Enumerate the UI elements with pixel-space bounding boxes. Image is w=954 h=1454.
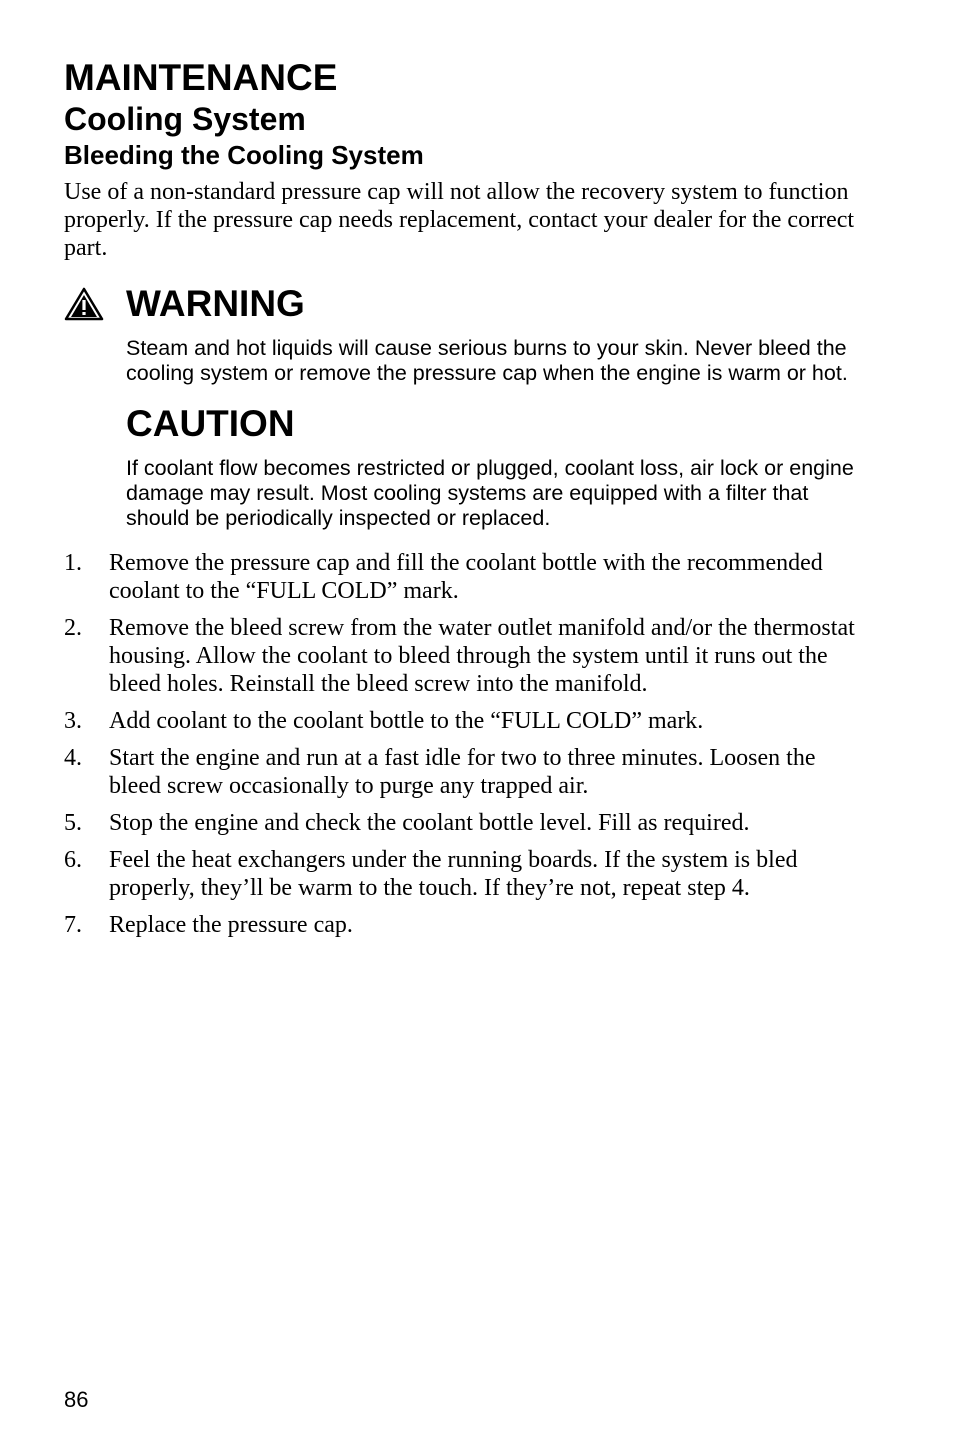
step-number: 4.: [64, 745, 82, 771]
caution-text: If coolant flow becomes restricted or plugged, coolant loss, air lock or engine damage may result. Most cooling systems are equipped with a filter that should be periodically inspected or replaced.: [126, 456, 854, 530]
intro-paragraph: Use of a non-standard pressure cap will not allow the recovery system to function properly. If the pressure cap needs replacement, contact your dealer for the correct part.: [64, 179, 855, 261]
step-text: Replace the pressure cap.: [109, 912, 353, 938]
list-item: [64, 846, 884, 902]
topic-title: Bleeding the Cooling System: [64, 140, 424, 170]
caution-box: [64, 402, 884, 531]
step-number: 7.: [64, 912, 82, 938]
step-text: Add coolant to the coolant bottle to the “FULL COLD” mark.: [109, 708, 704, 734]
caution-title: CAUTION: [126, 403, 295, 444]
list-item: [64, 744, 884, 800]
step-number: 1.: [64, 550, 82, 576]
section-title: MAINTENANCE: [64, 57, 338, 98]
list-item: [64, 707, 884, 735]
step-text: Remove the pressure cap and fill the coolant bottle with the recommended coolant to the “FULL COLD” mark.: [109, 550, 823, 604]
warning-box: [64, 282, 884, 386]
list-item: [64, 911, 884, 939]
manual-page: [64, 56, 884, 948]
warning-triangle-icon: [64, 287, 104, 321]
step-text: Remove the bleed screw from the water outlet manifold and/or the thermostat housing. Allow the coolant to bleed through the system until it runs out the bleed holes. Reinstall the bleed screw into the manifold.: [109, 615, 855, 697]
step-number: 6.: [64, 847, 82, 873]
step-number: 3.: [64, 708, 82, 734]
list-item: [64, 809, 884, 837]
step-number: 5.: [64, 810, 82, 836]
list-item: [64, 614, 884, 698]
step-text: Start the engine and run at a fast idle for two to three minutes. Loosen the bleed screw occasionally to purge any trapped air.: [109, 745, 816, 799]
step-text: Feel the heat exchangers under the running boards. If the system is bled properly, they’ll be warm to the touch. If they’re not, repeat step 4.: [109, 847, 798, 901]
warning-title: WARNING: [126, 283, 305, 324]
list-item: [64, 549, 884, 605]
procedure-steps: [64, 549, 884, 939]
page-number: 86: [64, 1387, 89, 1412]
step-number: 2.: [64, 615, 82, 641]
warning-text: Steam and hot liquids will cause serious burns to your skin. Never bleed the cooling system or remove the pressure cap when the engine is warm or hot.: [126, 336, 848, 385]
subsection-title: Cooling System: [64, 101, 306, 137]
step-text: Stop the engine and check the coolant bottle level. Fill as required.: [109, 810, 750, 836]
